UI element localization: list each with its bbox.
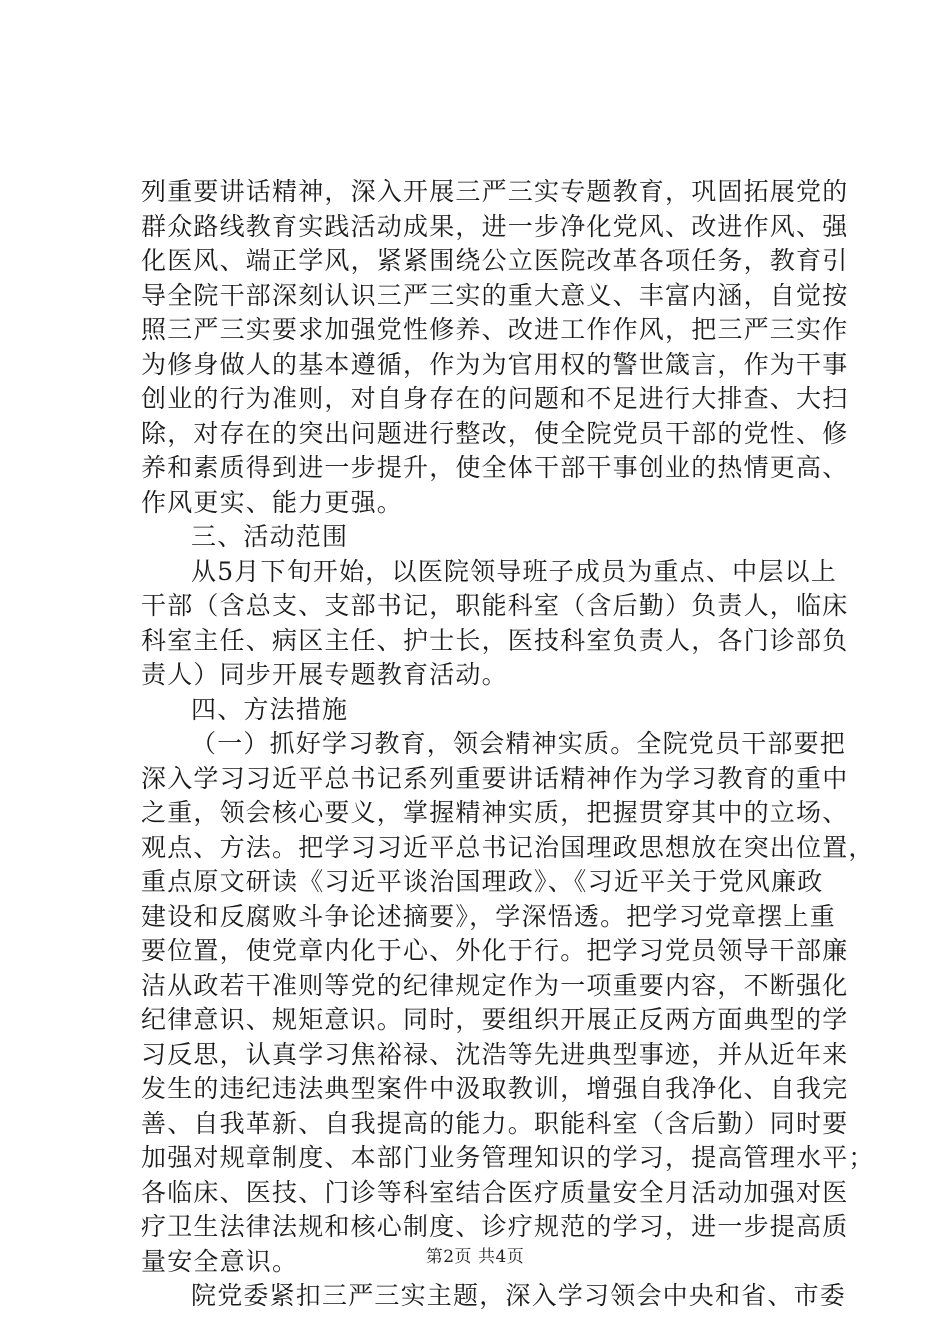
text-line: 创业的行为准则，对自身存在的问题和不足进行大排查、大扫 (141, 384, 849, 413)
text-line: 观点、方法。把学习习近平总书记治国理政思想放在突出位置， (141, 832, 875, 862)
section-heading: 三、活动范围 (191, 522, 349, 551)
text-line: 各临床、医技、门诊等科室结合医疗质量安全月活动加强对医 (141, 1177, 849, 1207)
text-line: 为修身做人的基本遵循，作为为官用权的警世箴言，作为干事 (141, 349, 849, 379)
text-line: 洁从政若干准则等党的纪律规定作为一项重要内容，不断强化 (141, 970, 849, 1000)
text-line: 善、自我革新、自我提高的能力。职能科室（含后勤）同时要 (141, 1108, 849, 1138)
text-line: 化医风、端正学风，紧紧围绕公立医院改革各项任务，教育引 (141, 246, 849, 275)
text-line: 建设和反腐败斗争论述摘要》，学深悟透。把学习党章摆上重 (141, 901, 836, 931)
text-line: 发生的违纪违法典型案件中汲取教训，增强自我净化、自我完 (141, 1074, 849, 1103)
text-line: 纪律意识、规矩意识。同时，要组织开展正反两方面典型的学 (141, 1005, 849, 1034)
text-line: 重点原文研读《习近平谈治国理政》、《习近平关于党风廉政 (141, 867, 824, 896)
text-line: 深入学习习近平总书记系列重要讲话精神作为学习教育的重中 (141, 763, 849, 793)
text-line: 除，对存在的突出问题进行整改，使全院党员干部的党性、修 (141, 418, 849, 448)
page-number-footer: 第2页 共4页 (425, 1247, 525, 1267)
text-line: 加强对规章制度、本部门业务管理知识的学习，提高管理水平； (141, 1143, 875, 1172)
text-line: 列重要讲话精神，深入开展三严三实专题教育，巩固拓展党的 (141, 177, 849, 206)
text-line: 疗卫生法律法规和核心制度、诊疗规范的学习，进一步提高质 (141, 1212, 849, 1241)
paragraph-first-line: 院党委紧扣三严三实主题，深入学习领会中央和省、市委 (191, 1281, 847, 1310)
text-line: 干部（含总支、支部书记，职能科室（含后勤）负责人，临床 (141, 591, 849, 620)
text-line: 养和素质得到进一步提升，使全体干部干事创业的热情更高、 (141, 453, 849, 482)
text-line: 习反思，认真学习焦裕禄、沈浩等先进典型事迹，并从近年来 (141, 1039, 849, 1069)
text-line: 之重，领会核心要义，掌握精神实质，把握贯穿其中的立场、 (141, 798, 849, 827)
document-body (141, 175, 875, 1314)
text-line: 量安全意识。 (141, 1246, 299, 1276)
text-line: 作风更实、能力更强。 (141, 487, 404, 517)
paragraph-first-line: （一）抓好学习教育，领会精神实质。全院党员干部要把 (191, 729, 847, 758)
paragraph-first-line: 从5月下旬开始，以医院领导班子成员为重点、中层以上 (191, 556, 837, 586)
text-line: 要位置，使党章内化于心、外化于行。把学习党员领导干部廉 (141, 936, 849, 965)
text-line: 导全院干部深刻认识三严三实的重大意义、丰富内涵，自觉按 (141, 280, 849, 310)
section-heading: 四、方法措施 (191, 694, 349, 724)
text-line: 群众路线教育实践活动成果，进一步净化党风、改进作风、强 (141, 211, 849, 241)
text-line: 科室主任、病区主任、护士长，医技科室负责人，各门诊部负 (141, 625, 849, 655)
text-line: 责人）同步开展专题教育活动。 (141, 660, 508, 689)
text-line: 照三严三实要求加强党性修养、改进工作作风，把三严三实作 (141, 315, 849, 344)
